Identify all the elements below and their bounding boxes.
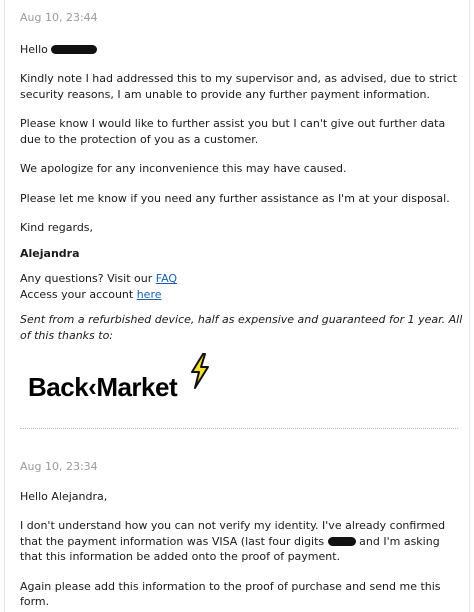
faq-prefix: Any questions? Visit our — [20, 272, 156, 285]
message-timestamp: Aug 10, 23:44 — [20, 11, 98, 24]
paragraph-text-before: I don't understand how you can not verify my identity. I've already confirmed that the payment information was VISA (last four digits — [20, 519, 446, 548]
lightning-bolt-icon — [187, 352, 213, 392]
redacted-name — [51, 45, 97, 54]
message-paragraph: Kindly note I had addressed this to my supervisor and, as advised, due to strict security reasons, I am unable to provide any further payment information. — [20, 72, 457, 101]
message-paragraph: Please know I would like to further assist you but I can't give out further data due to the protection of you as a customer. — [20, 117, 446, 146]
message-paragraph — [20, 518, 464, 565]
paragraph-text-after: and I'm asking that this information be added onto the proof of payment. — [20, 534, 440, 563]
message-divider — [20, 428, 458, 429]
message-signoff: Kind regards, — [20, 221, 94, 234]
message-footer: Sent from a refurbished device, half as expensive and guaranteed for 1 year. All of this thanks to: — [20, 313, 463, 342]
message-paragraph: Again please add this information to the proof of purchase and send me this form. — [20, 579, 441, 608]
account-line — [20, 287, 464, 303]
message-customer — [20, 459, 464, 610]
account-here-link[interactable]: here — [136, 287, 162, 301]
account-prefix: Access your account — [20, 287, 137, 301]
message-greeting — [20, 42, 464, 58]
redacted-card-digits — [328, 537, 356, 546]
message-paragraph: We apologize for any inconvenience this may have caused. — [20, 162, 347, 175]
message-alejandra — [20, 10, 464, 343]
message-paragraph: Please let me know if you need any further assistance as I'm at your disposal. — [20, 191, 450, 205]
greeting-text: Hello — [20, 42, 48, 56]
faq-link[interactable]: FAQ — [155, 272, 178, 285]
logo-wordmark: Back‹Market — [28, 372, 178, 402]
message-greeting: Hello Alejandra, — [20, 489, 108, 503]
message-signature: Alejandra — [20, 246, 80, 260]
faq-line — [20, 271, 464, 287]
message-timestamp: Aug 10, 23:34 — [20, 460, 98, 473]
backmarket-logo — [28, 358, 213, 402]
